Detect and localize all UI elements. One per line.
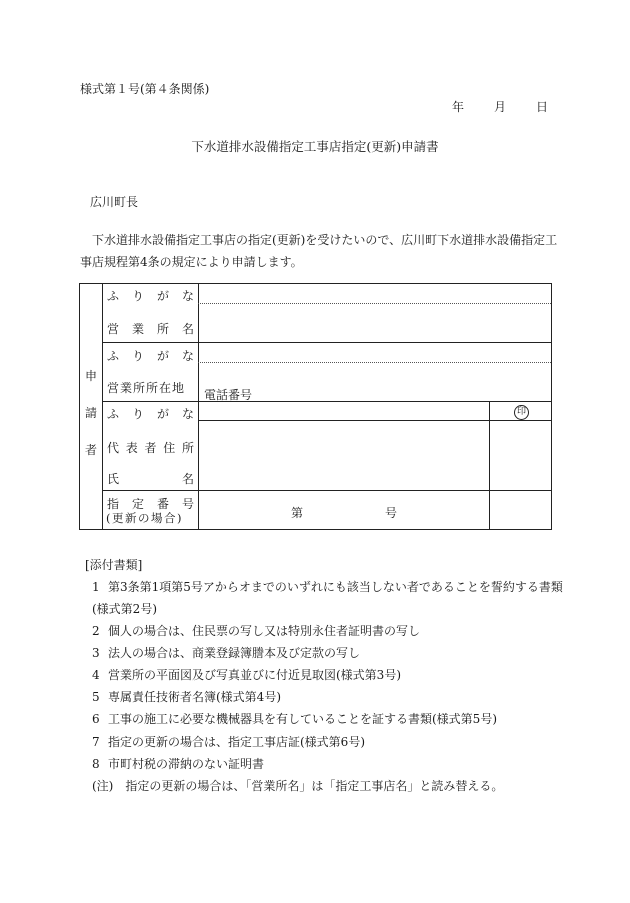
representative-address-label: 代 表 者 住 所 bbox=[107, 441, 194, 455]
table-divider bbox=[102, 401, 551, 402]
furigana-label: ふ り が な bbox=[107, 349, 194, 363]
date-month: 月 bbox=[494, 100, 507, 114]
date-year: 年 bbox=[452, 100, 465, 114]
name-label: 氏 名 bbox=[107, 472, 194, 486]
attachments-heading: [添付書類] bbox=[85, 558, 143, 572]
designation-suffix: 号 bbox=[385, 506, 398, 520]
attachment-item: 7 指定の更新の場合は、指定工事店証(様式第6号) bbox=[92, 735, 365, 749]
applicant-table bbox=[79, 283, 552, 530]
attachment-item-continuation: (様式第2号) bbox=[92, 602, 157, 616]
furigana-label: ふ り が な bbox=[107, 407, 194, 421]
body-text bbox=[80, 229, 560, 273]
date-day: 日 bbox=[536, 100, 549, 114]
furigana-line bbox=[198, 362, 551, 363]
table-divider bbox=[102, 342, 551, 343]
attachment-item: 4 営業所の平面図及び写真並びに付近見取図(様式第3号) bbox=[92, 668, 402, 682]
table-divider bbox=[102, 490, 551, 491]
side-label-char: 請 bbox=[84, 406, 97, 420]
furigana-label: ふ り が な bbox=[107, 289, 194, 303]
furigana-line bbox=[198, 303, 551, 304]
table-divider bbox=[102, 284, 103, 529]
business-name-label: 営 業 所 名 bbox=[107, 322, 194, 336]
body-text-content: 下水道排水設備指定工事店の指定(更新)を受けたいので、広川町下水道排水設備指定工事店規程第4条の規定により申請します。 bbox=[80, 233, 558, 269]
designation-prefix: 第 bbox=[291, 506, 304, 520]
side-label-char: 者 bbox=[84, 443, 97, 457]
table-divider bbox=[198, 420, 551, 421]
attachment-item: 2 個人の場合は、住民票の写し又は特別永住者証明書の写し bbox=[92, 624, 421, 638]
document-title: 下水道排水設備指定工事店指定(更新)申請書 bbox=[191, 139, 439, 154]
table-divider bbox=[198, 284, 199, 529]
business-address-label: 営業所所在地 bbox=[107, 381, 186, 395]
side-label-char: 申 bbox=[84, 369, 97, 383]
phone-label: 電話番号 bbox=[204, 388, 253, 402]
attachment-item: 5 専属責任技術者名簿(様式第4号) bbox=[92, 690, 281, 704]
seal-mark: 印 bbox=[514, 405, 529, 420]
attachment-item: 8 市町村税の滞納のない証明書 bbox=[92, 757, 265, 771]
form-number: 様式第１号(第４条関係) bbox=[80, 82, 210, 96]
note: (注) 指定の更新の場合は、「営業所名」は「指定工事店名」と読み替える。 bbox=[92, 779, 504, 793]
attachment-item: 3 法人の場合は、商業登録簿謄本及び定款の写し bbox=[92, 646, 361, 660]
date-line bbox=[452, 98, 548, 115]
addressee: 広川町長 bbox=[90, 195, 139, 209]
attachment-item: 1 第3条第1項第5号アからオまでのいずれにも該当しない者であることを誓約する書類 bbox=[92, 580, 563, 594]
designation-renewal-note: (更新の場合) bbox=[106, 511, 183, 525]
designation-number-label: 指 定 番 号 bbox=[107, 497, 194, 511]
attachment-item: 6 工事の施工に必要な機械器具を有していることを証する書類(様式第5号) bbox=[92, 712, 498, 726]
